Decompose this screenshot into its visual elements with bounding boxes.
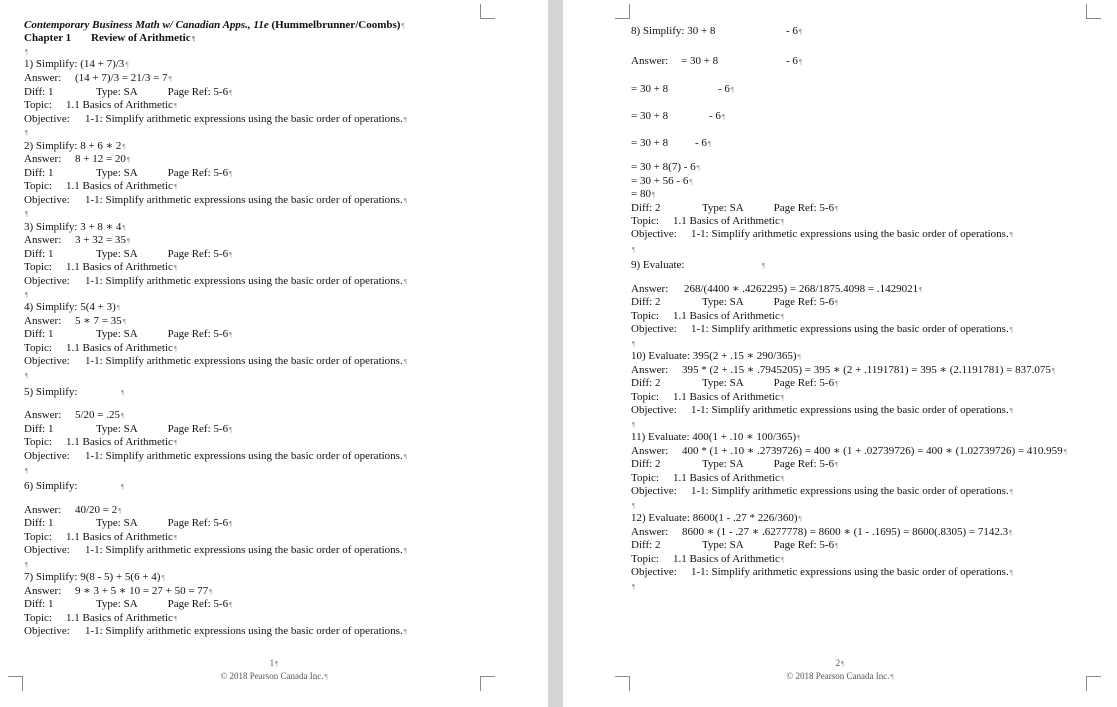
type-value: SA: [729, 458, 744, 470]
page-ref-label: Page Ref:: [167, 86, 211, 98]
question-prompt: 8) Simplify: 30 + 8: [631, 25, 716, 37]
topic-label: Topic:: [24, 261, 52, 273]
topic-text: 1.1 Basics of Arithmetic: [673, 391, 780, 403]
answer-label: Answer:: [631, 445, 669, 457]
page-gutter: [548, 0, 563, 707]
copyright-footer: © 2018 Pearson Canada Inc.¶: [786, 671, 894, 681]
topic-text: 1.1 Basics of Arithmetic: [66, 531, 173, 543]
topic-label: Topic:: [24, 180, 52, 192]
diff-value: 1: [47, 328, 54, 340]
question-prompt: 3) Simplify: 3 + 8 ∗ 4: [24, 221, 122, 233]
page-number: 2¶: [835, 658, 845, 668]
topic-label: Topic:: [24, 99, 52, 111]
page-ref-label: Page Ref:: [167, 517, 211, 529]
page-ref-label: Page Ref:: [167, 167, 211, 179]
diff-label: Diff:: [24, 328, 46, 340]
type-value: SA: [729, 377, 744, 389]
type-label: Type:: [95, 167, 121, 179]
objective-label: Objective:: [24, 194, 70, 206]
page-ref-value: 5-6: [213, 328, 229, 340]
diff-value: 1: [47, 167, 54, 179]
page-ref-value: 5-6: [819, 539, 835, 551]
page-ref-label: Page Ref:: [167, 598, 211, 610]
diff-label: Diff:: [631, 458, 653, 470]
type-label: Type:: [701, 458, 727, 470]
solution-step: = 30 + 56 - 6: [631, 175, 689, 187]
topic-text: 1.1 Basics of Arithmetic: [673, 472, 780, 484]
document-page-1: Contemporary Business Math w/ Canadian Apps., 11e (Hummelbrunner/Coombs)¶ Chapter 1 Review of Arithmetic¶ ¶ 1) Simplify: (14 + 7)/3¶ Answer: (14 + 7)/3 = 21/3 = 7¶ Diff: 1 Type: SA Page Ref: 5-6¶ Topic: 1.1 Basics of Arithmetic¶ Objective: 1-1: Simplify arithmetic expressions using the basic order of operations.¶ ¶ 2) Simplify: 8 + 6 ∗ 2¶ Answer: 8 + 12 = 20¶ Diff: 1 Type: SA Page Ref: 5-6¶ Topic: 1.1 Basics of Arithmetic¶ Objective: 1-1: Simplify arithmetic expressions using the basic order of operations.¶ ¶ 3) Simplify: 3 + 8 ∗ 4¶ Answer: 3 + 32 = 35¶ Diff: 1 Type: SA Page Ref: 5-6¶ Topic: 1.1 Basics of Arithmetic¶ Objective: 1-1: Simplify arithmetic expressions using the basic order of operations.¶ ¶ 4) Simplify: 5(4 + 3)¶ Answer: 5 ∗ 7 = 35¶ Diff: 1 Type: SA Page Ref: 5-6¶ Topic: 1.1 Basics of Arithmetic¶ Objective: 1-1: Simplify arithmetic expressions using the basic order of operations.¶ ¶ 5) Simplify: ¶ Answer: 5/20 = .25¶ Diff: 1 Type: SA Page Ref: 5-6¶ Topic: 1.1 Basics of Arithmetic¶ Objective: 1-1: Simplify arithmetic expressions using the basic order of operations.¶ ¶ 6) Simplify: ¶ Answer: 40/20 = 2¶ Diff: 1 Type: SA Page Ref: 5-6¶ Topic: 1.1 Basics of Arithmetic¶ Objective: 1-1: Simplify arithmetic expressions using the basic order of operations.¶ ¶ 7) Simplify: 9(8 - 5) + 5(6 + 4)¶ Answer: 9 ∗ 3 + 5 ∗ 10 = 27 + 50 = 77¶ Diff: 1 Type: SA Page Ref: 5-6¶ Topic: 1.1 Basics of Arithmetic¶ Objective: 1-1: Simplify arithmetic expressions using the basic order of operations.¶ 1¶ © 2018 Pearson Canada Inc.¶: [0, 0, 548, 707]
topic-text: 1.1 Basics of Arithmetic: [673, 553, 780, 565]
topic-text: 1.1 Basics of Arithmetic: [66, 612, 173, 624]
objective-label: Objective:: [631, 404, 677, 416]
objective-label: Objective:: [24, 544, 70, 556]
diff-value: 2: [654, 539, 661, 551]
topic-text: 1.1 Basics of Arithmetic: [673, 310, 780, 322]
objective-text: 1-1: Simplify arithmetic expressions using the basic order of operations.: [85, 194, 403, 206]
topic-text: 1.1 Basics of Arithmetic: [66, 436, 173, 448]
question-prompt: 7) Simplify: 9(8 - 5) + 5(6 + 4): [24, 571, 161, 583]
answer-text: 8600 ∗ (1 - .27 ∗ .6277778) = 8600 ∗ (1 - .1695) = 8600(.8305) = 7142.3: [682, 526, 1009, 538]
objective-text: 1-1: Simplify arithmetic expressions using the basic order of operations.: [691, 485, 1009, 497]
type-label: Type:: [95, 423, 121, 435]
type-value: SA: [729, 539, 744, 551]
diff-label: Diff:: [631, 539, 653, 551]
page-ref-value: 5-6: [213, 423, 229, 435]
type-label: Type:: [701, 296, 727, 308]
objective-text: 1-1: Simplify arithmetic expressions using the basic order of operations.: [691, 228, 1009, 240]
topic-text: 1.1 Basics of Arithmetic: [66, 99, 173, 111]
objective-label: Objective:: [631, 228, 677, 240]
diff-label: Diff:: [24, 517, 46, 529]
type-label: Type:: [701, 377, 727, 389]
answer-label: Answer:: [24, 72, 62, 84]
solution-step-tail: - 6: [695, 137, 707, 149]
answer-label: Answer:: [631, 526, 669, 538]
topic-text: 1.1 Basics of Arithmetic: [673, 215, 780, 227]
topic-label: Topic:: [631, 472, 659, 484]
objective-text: 1-1: Simplify arithmetic expressions using the basic order of operations.: [691, 404, 1009, 416]
answer-text: 8 + 12 = 20: [75, 153, 126, 165]
type-value: SA: [123, 248, 138, 260]
blank-paragraph: ¶: [25, 48, 29, 56]
diff-value: 1: [47, 517, 54, 529]
crop-mark-top-left: [615, 4, 630, 19]
diff-label: Diff:: [24, 167, 46, 179]
chapter-label: Chapter 1: [24, 32, 72, 44]
page-ref-value: 5-6: [213, 248, 229, 260]
diff-value: 2: [654, 296, 661, 308]
objective-text: 1-1: Simplify arithmetic expressions using the basic order of operations.: [85, 113, 403, 125]
type-value: SA: [123, 598, 138, 610]
page-ref-label: Page Ref:: [773, 202, 817, 214]
diff-label: Diff:: [631, 377, 653, 389]
answer-label: Answer:: [24, 504, 62, 516]
page-ref-value: 5-6: [213, 598, 229, 610]
type-label: Type:: [701, 202, 727, 214]
page-ref-value: 5-6: [213, 167, 229, 179]
question-prompt: 10) Evaluate: 395(2 + .15 ∗ 290/365): [631, 350, 797, 362]
question-prompt: 6) Simplify:: [24, 480, 78, 492]
objective-text: 1-1: Simplify arithmetic expressions using the basic order of operations.: [85, 355, 403, 367]
page-ref-label: Page Ref:: [773, 539, 817, 551]
objective-label: Objective:: [24, 275, 70, 287]
page-ref-value: 5-6: [213, 517, 229, 529]
objective-label: Objective:: [24, 113, 70, 125]
question-prompt: 12) Evaluate: 8600(1 - .27 * 226/360): [631, 512, 798, 524]
page-ref-value: 5-6: [819, 458, 835, 470]
type-value: SA: [729, 296, 744, 308]
type-value: SA: [729, 202, 744, 214]
diff-label: Diff:: [24, 423, 46, 435]
document-title: Contemporary Business Math w/ Canadian Apps., 11e (Hummelbrunner/Coombs)¶: [24, 19, 405, 31]
answer-text: 9 ∗ 3 + 5 ∗ 10 = 27 + 50 = 77: [75, 585, 209, 597]
page-ref-label: Page Ref:: [773, 296, 817, 308]
question-prompt-tail: - 6: [786, 25, 798, 37]
topic-label: Topic:: [24, 436, 52, 448]
book-title: Contemporary Business Math w/ Canadian Apps., 11e: [24, 19, 269, 31]
objective-label: Objective:: [24, 355, 70, 367]
diff-value: 2: [654, 202, 661, 214]
answer-text: 400 * (1 + .10 ∗ .2739726) = 400 ∗ (1 + .02739726) = 400 ∗ (1.02739726) = 410.959: [682, 445, 1063, 457]
document-page-2: 8) Simplify: 30 + 8 - 6¶ Answer: = 30 + 8 - 6¶ = 30 + 8 - 6¶ = 30 + 8 - 6¶ = 30 + 8 - 6¶ = 30 + 8(7) - 6¶ = 30 + 56 - 6¶ = 80¶ Diff: 2 Type: SA Page Ref: 5-6¶ Topic: 1.1 Basics of Arithmetic¶ Objective: 1-1: Simplify arithmetic expressions using the basic order of operations.¶ ¶ 9) Evaluate: ¶ Answer: 268/(4400 ∗ .4262295) = 268/1875.4098 = .1429021¶ Diff: 2 Type: SA Page Ref: 5-6¶ Topic: 1.1 Basics of Arithmetic¶ Objective: 1-1: Simplify arithmetic expressions using the basic order of operations.¶ ¶ 10) Evaluate: 395(2 + .15 ∗ 290/365)¶ Answer: 395 * (2 + .15 ∗ .7945205) = 395 ∗ (2 + .1191781) = 395 ∗ (2.1191781) = 837.075¶ Diff: 2 Type: SA Page Ref: 5-6¶ Topic: 1.1 Basics of Arithmetic¶ Objective: 1-1: Simplify arithmetic expressions using the basic order of operations.¶ ¶ 11) Evaluate: 400(1 + .10 ∗ 100/365)¶ Answer: 400 * (1 + .10 ∗ .2739726) = 400 ∗ (1 + .02739726) = 400 ∗ (1.02739726) = 410.959¶ Diff: 2 Type: SA Page Ref: 5-6¶ Topic: 1.1 Basics of Arithmetic¶ Objective: 1-1: Simplify arithmetic expressions using the basic order of operations.¶ ¶ 12) Evaluate: 8600(1 - .27 * 226/360)¶ Answer: 8600 ∗ (1 - .27 ∗ .6277778) = 8600 ∗ (1 - .1695) = 8600(.8305) = 7142.3¶ Diff: 2 Type: SA Page Ref: 5-6¶ Topic: 1.1 Basics of Arithmetic¶ Objective: 1-1: Simplify arithmetic expressions using the basic order of operations.¶ ¶ 2¶ © 2018 Pearson Canada Inc.¶: [563, 0, 1117, 707]
objective-text: 1-1: Simplify arithmetic expressions using the basic order of operations.: [85, 275, 403, 287]
type-value: SA: [123, 167, 138, 179]
answer-label: Answer:: [631, 55, 669, 67]
solution-step: = 30 + 8: [631, 110, 669, 122]
page-ref-value: 5-6: [819, 377, 835, 389]
type-label: Type:: [95, 517, 121, 529]
topic-label: Topic:: [24, 342, 52, 354]
diff-label: Diff:: [24, 248, 46, 260]
topic-label: Topic:: [631, 553, 659, 565]
solution-step-tail: - 6: [709, 110, 721, 122]
type-label: Type:: [95, 86, 121, 98]
crop-mark-top-right: [1086, 4, 1101, 19]
type-label: Type:: [95, 248, 121, 260]
solution-step: = 30 + 8: [631, 137, 669, 149]
answer-text: 3 + 32 = 35: [75, 234, 126, 246]
question-prompt: 5) Simplify:: [24, 386, 78, 398]
answer-text: 5 ∗ 7 = 35: [75, 315, 122, 327]
answer-text: 268/(4400 ∗ .4262295) = 268/1875.4098 = .1429021: [684, 283, 919, 295]
answer-label: Answer:: [24, 153, 62, 165]
answer-label: Answer:: [24, 234, 62, 246]
diff-value: 1: [47, 423, 54, 435]
diff-label: Diff:: [631, 202, 653, 214]
page-ref-label: Page Ref:: [167, 328, 211, 340]
diff-label: Diff:: [24, 598, 46, 610]
diff-label: Diff:: [631, 296, 653, 308]
type-label: Type:: [95, 328, 121, 340]
diff-value: 1: [47, 86, 54, 98]
diff-value: 1: [47, 598, 54, 610]
type-label: Type:: [701, 539, 727, 551]
objective-label: Objective:: [631, 566, 677, 578]
crop-mark-top-right: [480, 4, 495, 19]
objective-label: Objective:: [631, 323, 677, 335]
answer-label: Answer:: [24, 585, 62, 597]
question-prompt: 4) Simplify: 5(4 + 3): [24, 301, 116, 313]
objective-text: 1-1: Simplify arithmetic expressions using the basic order of operations.: [691, 323, 1009, 335]
solution-step: = 30 + 8: [631, 83, 669, 95]
answer-text: (14 + 7)/3 = 21/3 = 7: [75, 72, 168, 84]
page-ref-value: 5-6: [819, 296, 835, 308]
topic-label: Topic:: [631, 391, 659, 403]
page-ref-value: 5-6: [213, 86, 229, 98]
answer-label: Answer:: [24, 409, 62, 421]
answer-tail: - 6: [786, 55, 798, 67]
objective-text: 1-1: Simplify arithmetic expressions using the basic order of operations.: [85, 450, 403, 462]
question-prompt: 1) Simplify: (14 + 7)/3: [24, 58, 125, 70]
answer-label: Answer:: [631, 283, 669, 295]
type-value: SA: [123, 328, 138, 340]
type-value: SA: [123, 517, 138, 529]
page-number: 1¶: [269, 658, 279, 668]
objective-text: 1-1: Simplify arithmetic expressions using the basic order of operations.: [85, 625, 403, 637]
page-ref-value: 5-6: [819, 202, 835, 214]
answer-label: Answer:: [631, 364, 669, 376]
diff-label: Diff:: [24, 86, 46, 98]
book-authors: (Hummelbrunner/Coombs): [271, 19, 401, 31]
objective-label: Objective:: [24, 450, 70, 462]
type-label: Type:: [95, 598, 121, 610]
type-value: SA: [123, 86, 138, 98]
topic-label: Topic:: [631, 310, 659, 322]
diff-value: 2: [654, 458, 661, 470]
copyright-footer: © 2018 Pearson Canada Inc.¶: [220, 671, 328, 681]
question-prompt: 2) Simplify: 8 + 6 ∗ 2: [24, 140, 122, 152]
chapter-heading: Chapter 1 Review of Arithmetic¶: [24, 32, 196, 44]
solution-step: = 80: [631, 188, 651, 200]
answer-label: Answer:: [24, 315, 62, 327]
chapter-title: Review of Arithmetic: [91, 32, 191, 44]
page-ref-label: Page Ref:: [167, 423, 211, 435]
answer-text: = 30 + 8: [681, 55, 719, 67]
solution-step: = 30 + 8(7) - 6: [631, 161, 696, 173]
page-ref-label: Page Ref:: [773, 458, 817, 470]
objective-text: 1-1: Simplify arithmetic expressions using the basic order of operations.: [85, 544, 403, 556]
topic-text: 1.1 Basics of Arithmetic: [66, 261, 173, 273]
objective-label: Objective:: [631, 485, 677, 497]
answer-text: 395 * (2 + .15 ∗ .7945205) = 395 ∗ (2 + .1191781) = 395 ∗ (2.1191781) = 837.075: [682, 364, 1051, 376]
answer-text: 40/20 = 2: [75, 504, 118, 516]
objective-text: 1-1: Simplify arithmetic expressions using the basic order of operations.: [691, 566, 1009, 578]
diff-value: 1: [47, 248, 54, 260]
question-prompt: 11) Evaluate: 400(1 + .10 ∗ 100/365): [631, 431, 797, 443]
topic-text: 1.1 Basics of Arithmetic: [66, 180, 173, 192]
question-prompt: 9) Evaluate:: [631, 259, 685, 271]
topic-text: 1.1 Basics of Arithmetic: [66, 342, 173, 354]
type-value: SA: [123, 423, 138, 435]
objective-label: Objective:: [24, 625, 70, 637]
answer-text: 5/20 = .25: [75, 409, 121, 421]
diff-value: 2: [654, 377, 661, 389]
topic-label: Topic:: [631, 215, 659, 227]
topic-label: Topic:: [24, 531, 52, 543]
page-ref-label: Page Ref:: [773, 377, 817, 389]
solution-step-tail: - 6: [718, 83, 730, 95]
page-ref-label: Page Ref:: [167, 248, 211, 260]
topic-label: Topic:: [24, 612, 52, 624]
